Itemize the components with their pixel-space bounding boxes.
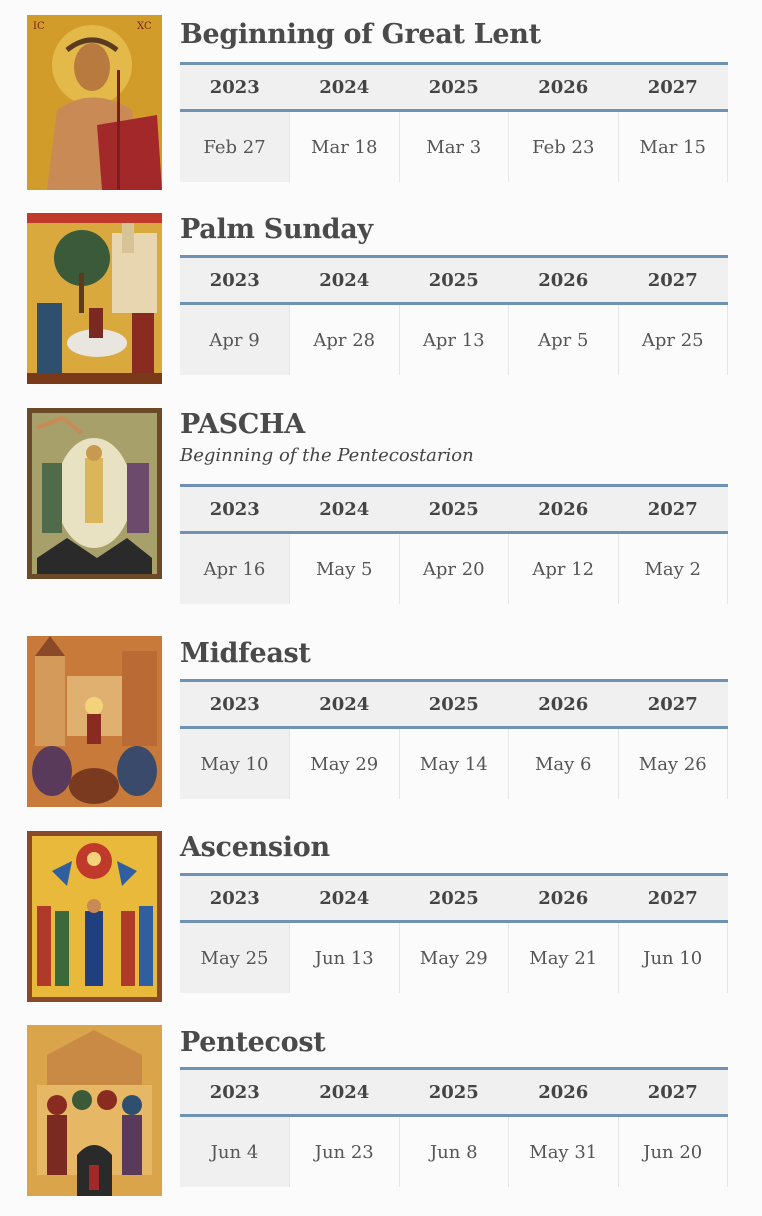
year-header: 2026 — [509, 64, 619, 111]
year-header: 2027 — [618, 681, 728, 728]
year-header: 2025 — [399, 257, 509, 304]
date-cell: Apr 16 — [180, 533, 290, 605]
date-cell: May 31 — [509, 1116, 619, 1188]
svg-text:XC: XC — [137, 21, 152, 32]
date-cell: Feb 27 — [180, 111, 290, 183]
date-row — [180, 304, 728, 376]
year-header: 2024 — [290, 681, 400, 728]
entry-into-jerusalem-icon — [27, 213, 162, 384]
year-header: 2024 — [290, 875, 400, 922]
date-cell: Apr 28 — [290, 304, 400, 376]
year-header: 2023 — [180, 875, 290, 922]
date-cell: Mar 18 — [290, 111, 400, 183]
year-header: 2023 — [180, 486, 290, 533]
year-header: 2026 — [509, 875, 619, 922]
date-cell: May 2 — [618, 533, 728, 605]
date-cell: Jun 20 — [618, 1116, 728, 1188]
year-header: 2023 — [180, 1069, 290, 1116]
year-header: 2027 — [618, 875, 728, 922]
year-header-row — [180, 257, 728, 304]
year-header-row — [180, 681, 728, 728]
date-cell: Jun 4 — [180, 1116, 290, 1188]
year-header: 2026 — [509, 486, 619, 533]
date-cell: May 14 — [399, 728, 509, 800]
feast-subtitle: Beginning of the Pentecostarion — [180, 445, 474, 466]
date-cell: Feb 23 — [509, 111, 619, 183]
resurrection-icon — [27, 408, 162, 579]
date-cell: May 25 — [180, 922, 290, 994]
ascension-icon — [27, 831, 162, 1002]
date-cell: Jun 10 — [618, 922, 728, 994]
year-header: 2025 — [399, 64, 509, 111]
year-header: 2026 — [509, 257, 619, 304]
date-row — [180, 728, 728, 800]
midfeast-icon — [27, 636, 162, 807]
date-table — [180, 679, 728, 799]
year-header: 2024 — [290, 257, 400, 304]
date-table — [180, 873, 728, 993]
feast-title: PASCHA — [180, 409, 305, 440]
year-header-row — [180, 486, 728, 533]
date-cell: Apr 12 — [509, 533, 619, 605]
year-header: 2027 — [618, 486, 728, 533]
year-header: 2025 — [399, 681, 509, 728]
feast-title: Palm Sunday — [180, 214, 373, 245]
year-header-row — [180, 64, 728, 111]
year-header: 2025 — [399, 1069, 509, 1116]
date-cell: Apr 13 — [399, 304, 509, 376]
date-cell: May 26 — [618, 728, 728, 800]
date-table — [180, 255, 728, 375]
date-cell: Apr 25 — [618, 304, 728, 376]
year-header-row — [180, 875, 728, 922]
year-header: 2024 — [290, 486, 400, 533]
year-header: 2025 — [399, 875, 509, 922]
date-cell: May 5 — [290, 533, 400, 605]
date-cell: Jun 8 — [399, 1116, 509, 1188]
year-header: 2026 — [509, 681, 619, 728]
feast-title: Ascension — [180, 832, 330, 863]
date-cell: Jun 13 — [290, 922, 400, 994]
date-cell: Jun 23 — [290, 1116, 400, 1188]
date-table — [180, 62, 728, 182]
date-cell: Apr 9 — [180, 304, 290, 376]
date-row — [180, 111, 728, 183]
date-row — [180, 922, 728, 994]
date-cell: May 10 — [180, 728, 290, 800]
date-row — [180, 533, 728, 605]
year-header: 2027 — [618, 257, 728, 304]
year-header: 2023 — [180, 257, 290, 304]
year-header: 2023 — [180, 64, 290, 111]
year-header: 2023 — [180, 681, 290, 728]
svg-text:IC: IC — [33, 21, 45, 32]
pentecost-icon — [27, 1025, 162, 1196]
date-cell: May 29 — [399, 922, 509, 994]
date-row — [180, 1116, 728, 1188]
date-cell: Apr 5 — [509, 304, 619, 376]
date-table — [180, 484, 728, 604]
year-header: 2027 — [618, 1069, 728, 1116]
year-header-row — [180, 1069, 728, 1116]
feast-title: Beginning of Great Lent — [180, 19, 541, 50]
year-header: 2027 — [618, 64, 728, 111]
bridegroom-icon — [27, 15, 162, 190]
date-cell: May 6 — [509, 728, 619, 800]
year-header: 2024 — [290, 1069, 400, 1116]
year-header: 2025 — [399, 486, 509, 533]
date-table — [180, 1067, 728, 1187]
feast-title: Midfeast — [180, 638, 311, 669]
date-cell: Apr 20 — [399, 533, 509, 605]
date-cell: Mar 3 — [399, 111, 509, 183]
feast-title: Pentecost — [180, 1027, 326, 1058]
year-header: 2024 — [290, 64, 400, 111]
date-cell: May 21 — [509, 922, 619, 994]
date-cell: May 29 — [290, 728, 400, 800]
date-cell: Mar 15 — [618, 111, 728, 183]
year-header: 2026 — [509, 1069, 619, 1116]
